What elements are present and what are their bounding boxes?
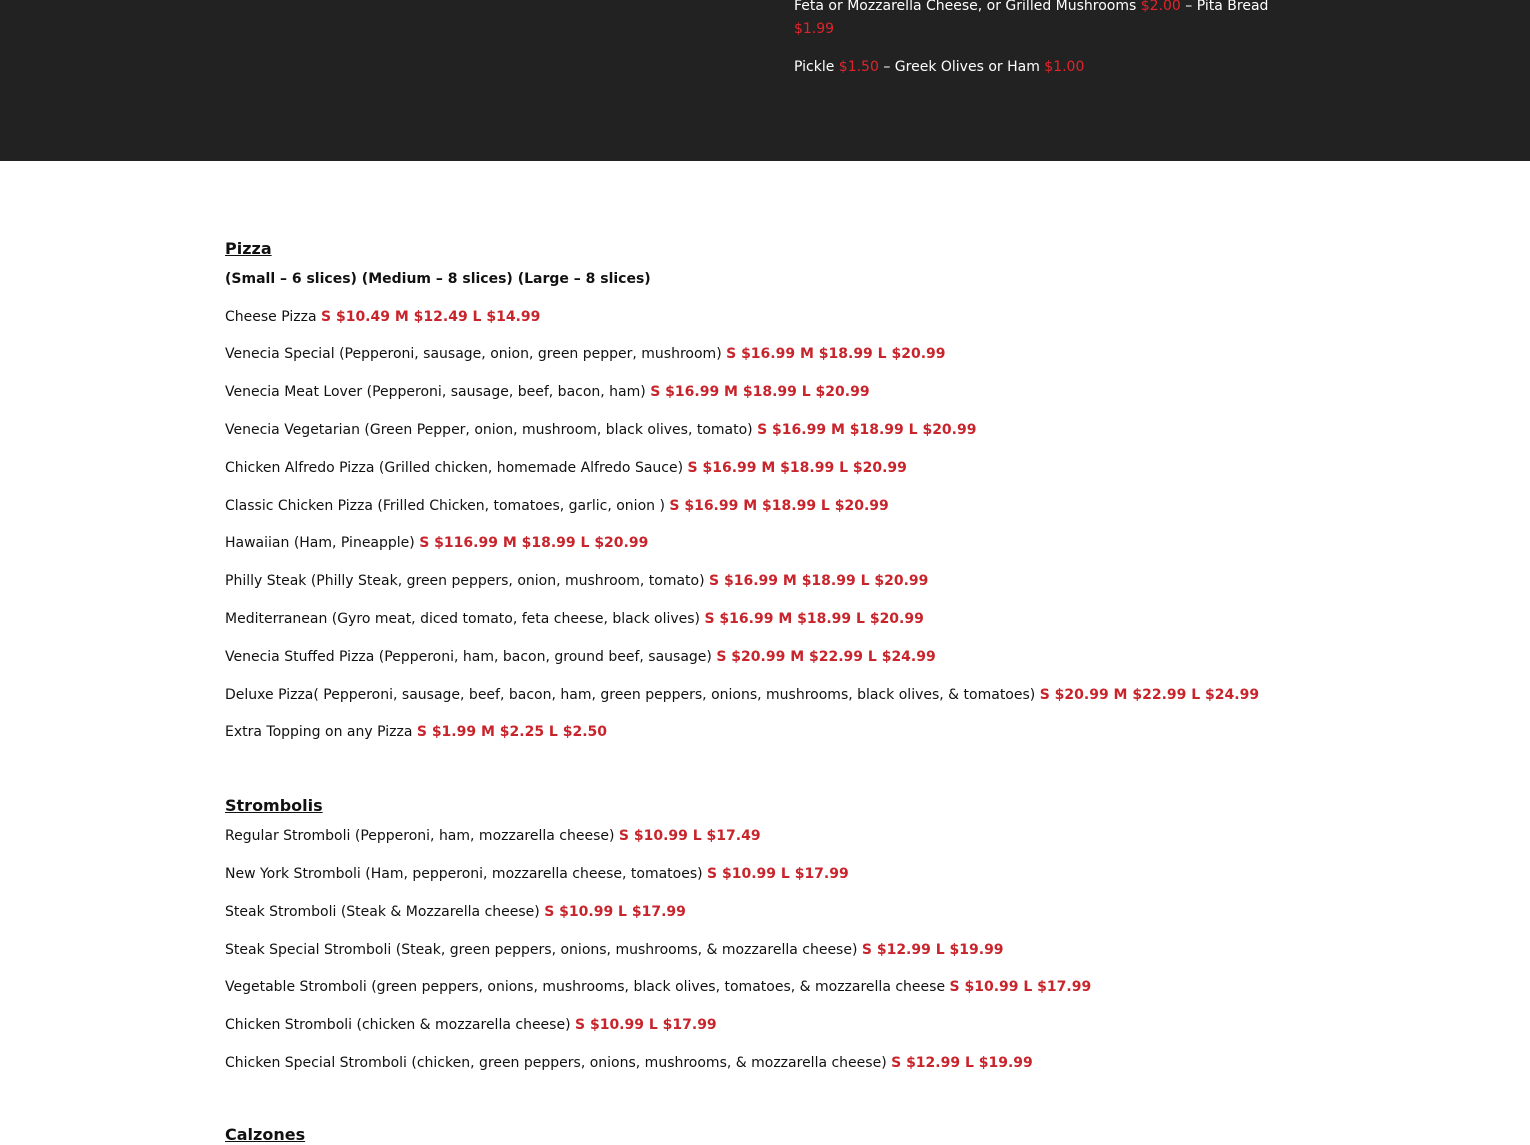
item-price: S $16.99 M $18.99 L $20.99 <box>704 611 924 627</box>
extras-line-1-text: Feta or Mozzarella Cheese, or Grilled Mushrooms <box>794 0 1137 14</box>
item-price: S $16.99 M $18.99 L $20.99 <box>669 498 889 514</box>
item-name: Extra Topping on any Pizza <box>225 724 413 740</box>
pizza-heading: Pizza <box>225 239 272 258</box>
menu-item-philly-steak <box>225 571 928 591</box>
item-name: Mediterranean (Gyro meat, diced tomato, feta cheese, black olives) <box>225 611 701 627</box>
item-name: New York Stromboli (Ham, pepperoni, mozzarella cheese, tomatoes) <box>225 866 703 882</box>
menu-item-hawaiian <box>225 533 648 553</box>
item-name: Venecia Meat Lover (Pepperoni, sausage, beef, bacon, ham) <box>225 384 646 400</box>
extras-line-1 <box>794 0 1268 16</box>
item-name: Chicken Alfredo Pizza (Grilled chicken, homemade Alfredo Sauce) <box>225 460 684 476</box>
item-name: Vegetable Stromboli (green peppers, onions, mushrooms, black olives, tomatoes, & mozzarella cheese <box>225 979 946 995</box>
extras-line-2-price: $1.50 <box>838 59 879 75</box>
top-dark-band <box>0 0 1530 161</box>
item-price: S $16.99 M $18.99 L $20.99 <box>709 573 929 589</box>
item-price: S $16.99 M $18.99 L $20.99 <box>687 460 907 476</box>
menu-item-chicken-stromboli <box>225 1015 717 1035</box>
item-name: Cheese Pizza <box>225 309 317 325</box>
menu-item-mediterranean <box>225 609 924 629</box>
menu-item-regular-stromboli <box>225 826 761 846</box>
extras-line-1-continued <box>794 19 834 39</box>
menu-item-chicken-alfredo-pizza <box>225 458 907 478</box>
item-name: Venecia Special (Pepperoni, sausage, onion, green pepper, mushroom) <box>225 346 722 362</box>
menu-item-classic-chicken-pizza <box>225 496 889 516</box>
item-price: S $10.99 L $17.49 <box>618 828 761 844</box>
item-name: Steak Special Stromboli (Steak, green peppers, onions, mushrooms, & mozzarella cheese) <box>225 942 858 958</box>
item-price: S $10.99 L $17.99 <box>707 866 849 882</box>
menu-item-steak-stromboli <box>225 902 686 922</box>
extras-line-2-text-2: – Greek Olives or Ham <box>883 59 1040 75</box>
item-price: S $10.99 L $17.99 <box>544 904 686 920</box>
extras-line-2 <box>794 57 1084 77</box>
menu-item-cheese-pizza <box>225 307 540 327</box>
menu-item-extra-topping <box>225 722 607 742</box>
calzones-heading: Calzones <box>225 1125 306 1144</box>
item-name: Classic Chicken Pizza (Frilled Chicken, tomatoes, garlic, onion ) <box>225 498 665 514</box>
item-price: S $16.99 M $18.99 L $20.99 <box>757 422 977 438</box>
extras-line-1-price: $2.00 <box>1140 0 1181 14</box>
item-name: Chicken Special Stromboli (chicken, green peppers, onions, mushrooms, & mozzarella cheese) <box>225 1055 887 1071</box>
item-price: S $16.99 M $18.99 L $20.99 <box>726 346 946 362</box>
item-price: S $12.99 L $19.99 <box>891 1055 1033 1071</box>
item-price: S $16.99 M $18.99 L $20.99 <box>650 384 870 400</box>
item-price: S $10.49 M $12.49 L $14.99 <box>321 309 541 325</box>
item-price: S $12.99 L $19.99 <box>861 942 1004 958</box>
item-name: Deluxe Pizza( Pepperoni, sausage, beef, bacon, ham, green peppers, onions, mushrooms, black olives, & tomatoes) <box>225 687 1036 703</box>
menu-item-venecia-meat-lover <box>225 382 870 402</box>
item-price: S $20.99 M $22.99 L $24.99 <box>1039 687 1260 703</box>
item-price: S $1.99 M $2.25 L $2.50 <box>416 724 608 740</box>
menu-item-venecia-special <box>225 344 946 364</box>
menu-item-vegetable-stromboli <box>225 977 1091 997</box>
item-name: Chicken Stromboli (chicken & mozzarella cheese) <box>225 1017 571 1033</box>
item-price: S $10.99 L $17.99 <box>575 1017 717 1033</box>
menu-item-steak-special-stromboli <box>225 940 1004 960</box>
item-price: S $116.99 M $18.99 L $20.99 <box>419 535 649 551</box>
item-name: Philly Steak (Philly Steak, green peppers, onion, mushroom, tomato) <box>225 573 705 589</box>
menu-item-venecia-stuffed-pizza <box>225 647 936 667</box>
menu-item-deluxe-pizza <box>225 685 1259 705</box>
item-name: Venecia Stuffed Pizza (Pepperoni, ham, bacon, ground beef, sausage) <box>225 649 712 665</box>
extras-line-1-price-2: $1.99 <box>794 21 835 37</box>
menu-item-venecia-vegetarian <box>225 420 976 440</box>
item-name: Venecia Vegetarian (Green Pepper, onion, mushroom, black olives, tomato) <box>225 422 753 438</box>
item-name: Hawaiian (Ham, Pineapple) <box>225 535 415 551</box>
menu-item-chicken-special-stromboli <box>225 1053 1033 1073</box>
extras-line-1-text-2: – Pita Bread <box>1185 0 1269 14</box>
item-price: S $20.99 M $22.99 L $24.99 <box>716 649 936 665</box>
pizza-sizes-note: (Small – 6 slices) (Medium – 8 slices) (Large – 8 slices) <box>225 271 651 287</box>
strombolis-heading: Strombolis <box>225 796 323 815</box>
item-name: Regular Stromboli (Pepperoni, ham, mozzarella cheese) <box>225 828 615 844</box>
extras-line-2-price-2: $1.00 <box>1044 59 1085 75</box>
item-price: S $10.99 L $17.99 <box>949 979 1092 995</box>
menu-item-new-york-stromboli <box>225 864 849 884</box>
item-name: Steak Stromboli (Steak & Mozzarella cheese) <box>225 904 540 920</box>
extras-line-2-text: Pickle <box>794 59 835 75</box>
